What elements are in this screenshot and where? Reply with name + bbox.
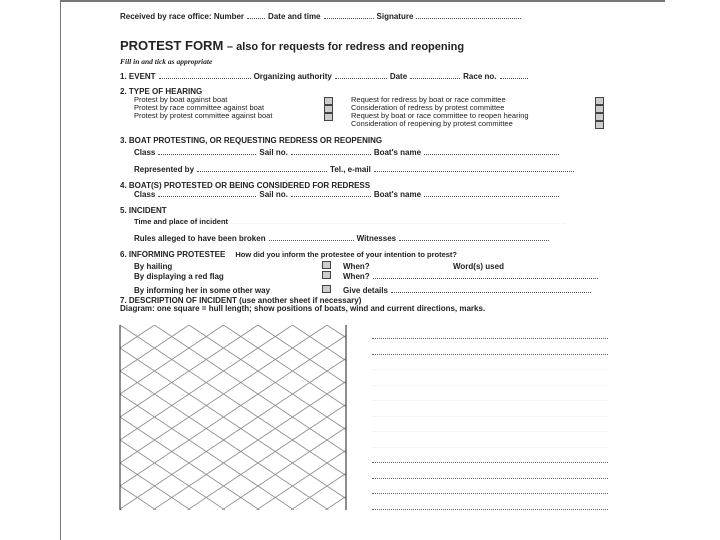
checkbox[interactable] — [324, 97, 333, 105]
checkbox[interactable] — [322, 285, 331, 293]
checkbox[interactable] — [595, 121, 604, 129]
flag-row — [134, 271, 601, 281]
grid-line — [189, 325, 349, 510]
tel-field[interactable] — [374, 165, 574, 172]
details-field[interactable] — [391, 286, 591, 293]
label: Represented by — [134, 165, 195, 174]
label: By displaying a red flag — [134, 272, 224, 281]
label: Witnesses — [356, 234, 397, 243]
label: Class — [134, 148, 156, 157]
section-7-heading — [120, 297, 485, 313]
grid-line — [258, 325, 349, 510]
class-field[interactable] — [158, 148, 256, 155]
checkbox[interactable] — [322, 271, 331, 279]
grid-line — [119, 325, 156, 510]
description-line[interactable] — [372, 400, 608, 401]
label: When? — [343, 262, 370, 271]
option: Protest by boat against boat — [134, 95, 228, 104]
represented-field[interactable] — [197, 165, 327, 172]
section-5-row2 — [134, 234, 552, 243]
section-5-row1 — [134, 217, 569, 226]
section-1 — [120, 72, 531, 81]
description-line[interactable] — [372, 431, 608, 432]
hearing-right — [351, 96, 529, 128]
page-title: PROTEST FORM – also for requests for redress and reopening — [120, 38, 465, 53]
page-top-edge — [60, 0, 665, 2]
grid-line — [119, 325, 224, 510]
label: Date — [389, 72, 408, 81]
received-line — [120, 12, 524, 21]
label: Received by race office: Number — [120, 12, 245, 21]
sail-field[interactable] — [291, 148, 371, 155]
description-line[interactable] — [372, 462, 608, 463]
date-field[interactable] — [410, 72, 460, 79]
description-line[interactable] — [372, 338, 608, 339]
label: Race no. — [463, 72, 497, 81]
label: By informing her in some other way — [134, 286, 271, 295]
description-line[interactable] — [372, 447, 608, 448]
option: Protest by protest committee against boat — [134, 111, 273, 120]
label: Signature — [376, 12, 414, 21]
checkbox[interactable] — [595, 105, 604, 113]
checkbox[interactable] — [324, 105, 333, 113]
description-line[interactable] — [372, 385, 608, 386]
instruction: Fill in and tick as appropriate — [120, 57, 213, 66]
grid-line — [119, 325, 293, 510]
checkbox[interactable] — [595, 113, 604, 121]
checkbox[interactable] — [322, 261, 331, 269]
option: Consideration of redress by protest committee — [351, 103, 505, 112]
when-field[interactable] — [373, 272, 598, 279]
page-left-edge — [60, 0, 61, 540]
question: How did you inform the protestee of your intention to protest? — [235, 250, 458, 259]
event-field[interactable] — [159, 72, 251, 79]
boat-name-field[interactable] — [424, 190, 559, 197]
datetime-field[interactable] — [324, 12, 374, 19]
label: Give details — [343, 286, 388, 295]
label: Boat's name — [373, 148, 422, 157]
class-field[interactable] — [158, 190, 256, 197]
section-5-heading: 5. INCIDENT — [120, 206, 167, 215]
description-line[interactable] — [372, 369, 608, 370]
label: 1. EVENT — [120, 72, 156, 81]
other-row — [134, 285, 594, 295]
sail-field[interactable] — [291, 190, 371, 197]
option: Request by boat or race committee to reopen hearing — [351, 111, 529, 120]
label: Sail no. — [259, 148, 288, 157]
label: Class — [134, 190, 156, 199]
description-line[interactable] — [372, 493, 608, 494]
hearing-right-checks — [595, 97, 604, 129]
hearing-left-checks — [324, 97, 333, 121]
description-line[interactable] — [372, 509, 608, 510]
option: Request for redress by boat or race committee — [351, 95, 506, 104]
grid-line — [257, 325, 350, 510]
label: Tel., e-mail — [330, 165, 371, 174]
option: Consideration of reopening by protest committee — [351, 119, 513, 128]
hearing-left — [134, 96, 272, 120]
option: Protest by race committee against boat — [134, 103, 265, 112]
label: Sail no. — [259, 190, 288, 199]
rules-field[interactable] — [269, 234, 354, 241]
witnesses-field[interactable] — [399, 234, 549, 241]
section-4-heading: 4. BOAT(S) PROTESTED OR BEING CONSIDERED FOR REDRESS — [120, 181, 371, 190]
section-3-row2 — [134, 165, 577, 174]
hail-row — [134, 261, 504, 271]
grid-line — [188, 325, 350, 510]
label: Boat's name — [373, 190, 422, 199]
label: By hailing — [134, 262, 173, 271]
diagram-grid[interactable] — [119, 325, 349, 511]
description-line[interactable] — [372, 416, 608, 417]
checkbox[interactable] — [324, 113, 333, 121]
section-2-heading: 2. TYPE OF HEARING — [120, 87, 203, 96]
time-place-field[interactable] — [231, 217, 566, 224]
section-4-row — [134, 190, 562, 199]
label: Rules alleged to have been broken — [134, 234, 266, 243]
label: Time and place of incident — [134, 217, 229, 226]
description-line[interactable] — [372, 354, 608, 355]
grid-line — [119, 325, 225, 510]
checkbox[interactable] — [595, 97, 604, 105]
heading: 7. DESCRIPTION OF INCIDENT (use another sheet if necessary) — [120, 296, 362, 305]
number-field[interactable] — [247, 12, 265, 19]
label: When? — [343, 272, 370, 281]
section-6-heading — [120, 250, 457, 259]
signature-field[interactable] — [416, 12, 521, 19]
section-3-row1 — [134, 148, 562, 157]
heading: 6. INFORMING PROTESTEE — [120, 250, 226, 259]
org-field[interactable] — [335, 72, 387, 79]
label: Organizing authority — [253, 72, 332, 81]
grid-line — [119, 325, 294, 510]
label: Date and time — [268, 12, 321, 21]
race-field[interactable] — [500, 72, 528, 79]
label: Word(s) used — [453, 262, 504, 271]
boat-name-field[interactable] — [424, 148, 559, 155]
description-line[interactable] — [372, 478, 608, 479]
section-3-heading: 3. BOAT PROTESTING, OR REQUESTING REDRESS OR REOPENING — [120, 136, 383, 145]
diagram-instruction: Diagram: one square = hull length; show positions of boats, wind and current directions, marks. — [120, 304, 486, 313]
